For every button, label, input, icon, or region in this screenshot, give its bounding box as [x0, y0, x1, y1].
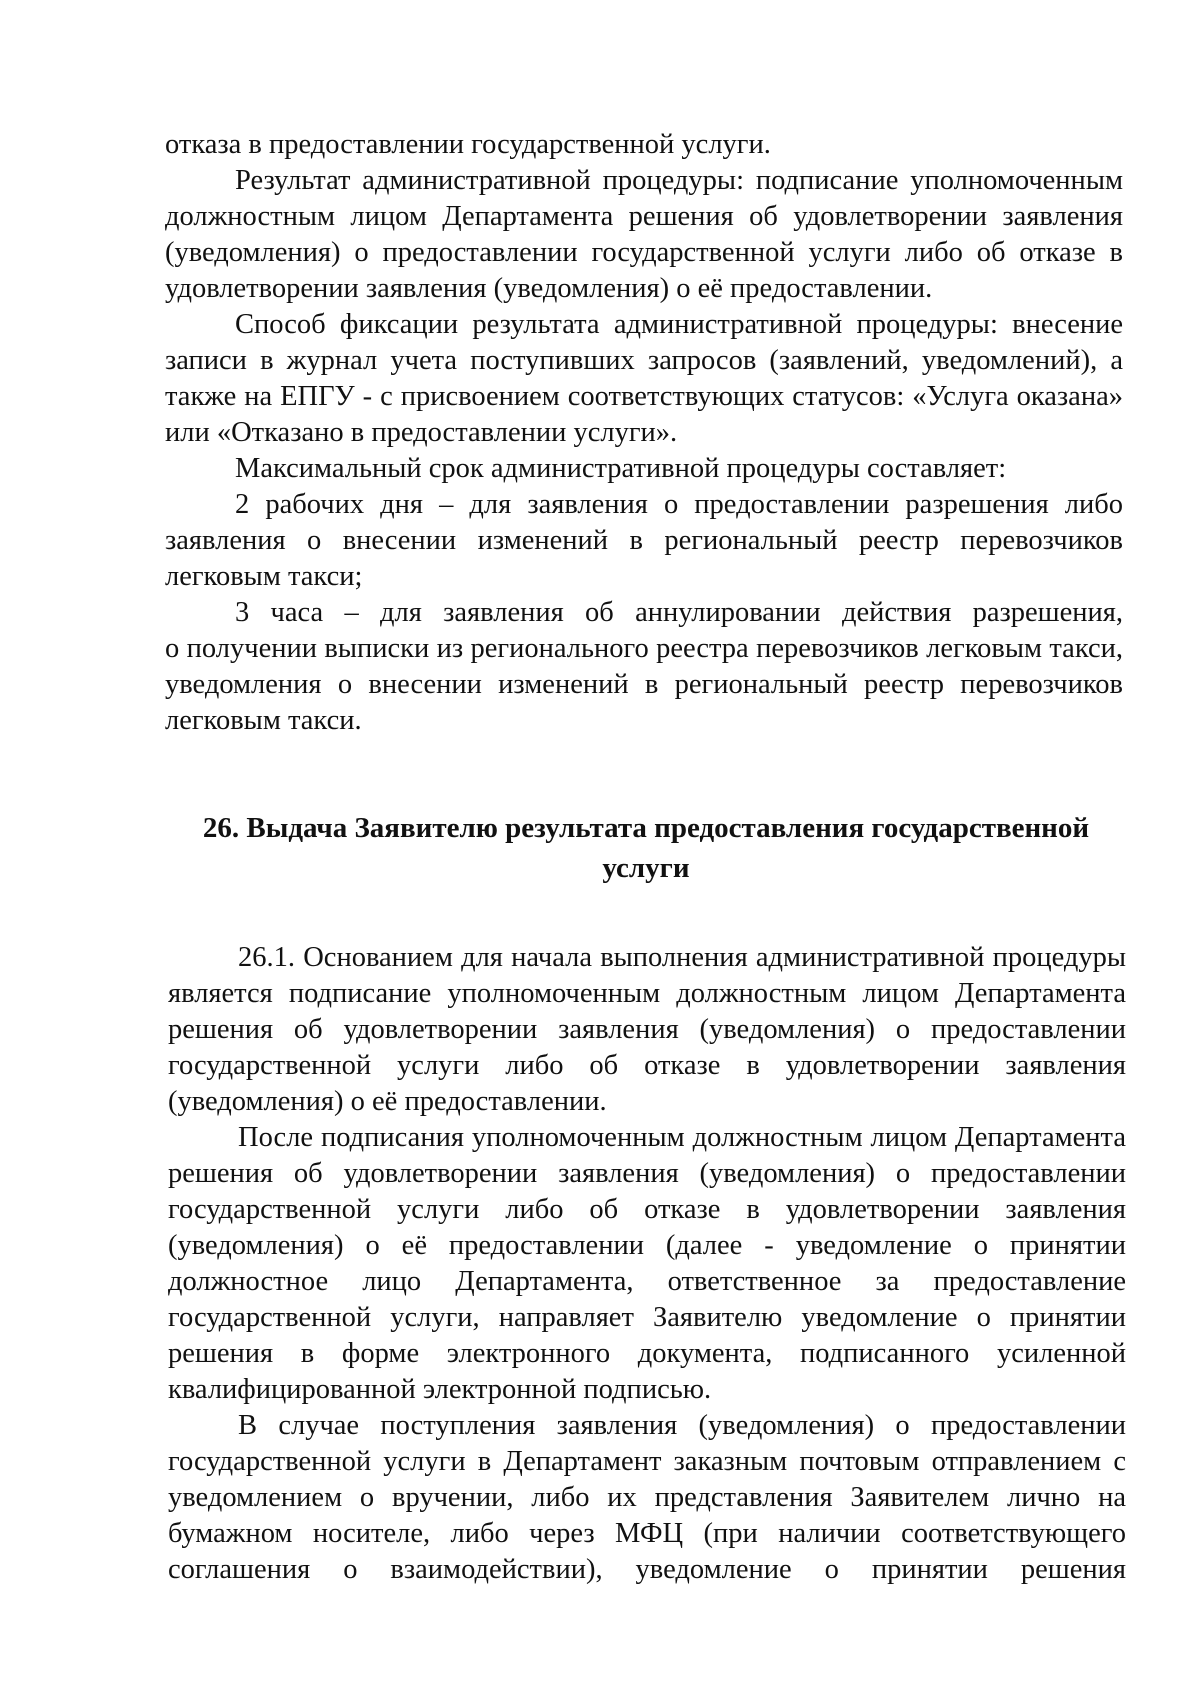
paragraph-line: должностное лицо Департамента, ответственное за предоставление	[168, 1266, 1126, 1297]
paragraph-line: заявления о внесении изменений в региональный реестр перевозчиков	[165, 525, 1123, 556]
paragraph-line: удовлетворении заявления (уведомления) о её предоставлении.	[165, 273, 933, 304]
section-heading	[165, 808, 1127, 888]
paragraph-line: решения об удовлетворении заявления (уведомления) о предоставлении	[168, 1158, 1126, 1189]
paragraph-line: также на ЕПГУ - с присвоением соответствующих статусов: «Услуга оказана»	[165, 381, 1123, 412]
paragraph-line: (уведомления) о предоставлении государственной услуги либо об отказе в	[165, 237, 1123, 268]
paragraph-line: (уведомления) о её предоставлении (далее - уведомление о принятии	[168, 1230, 1126, 1261]
paragraph-line: 26.1. Основанием для начала выполнения административной процедуры	[238, 942, 1126, 973]
paragraph-line: является подписание уполномоченным должностным лицом Департамента	[168, 978, 1126, 1009]
section-heading-line-1: 26. Выдача Заявителю результата предоставления государственной	[202, 812, 1090, 844]
paragraph-line: 3 часа – для заявления об аннулировании действия разрешения,	[235, 597, 1123, 628]
text-block-result-delivery	[168, 940, 1126, 1588]
paragraph-line: соглашения о взаимодействии), уведомление о принятии решения	[168, 1554, 1126, 1585]
section-heading-line-2: услуги	[602, 852, 690, 884]
paragraph-line: Максимальный срок административной процедуры составляет:	[235, 453, 1007, 484]
paragraph-line: государственной услуги либо об отказе в удовлетворении заявления	[168, 1194, 1126, 1225]
paragraph-line: уведомления о внесении изменений в региональный реестр перевозчиков	[165, 669, 1123, 700]
paragraph-line: решения в форме электронного документа, подписанного усиленной	[168, 1338, 1126, 1369]
paragraph-line: решения об удовлетворении заявления (уведомления) о предоставлении	[168, 1014, 1126, 1045]
paragraph-line: или «Отказано в предоставлении услуги».	[165, 417, 678, 448]
paragraph-line: уведомлением о вручении, либо их представления Заявителем лично на	[168, 1482, 1126, 1513]
paragraph-line: записи в журнал учета поступивших запросов (заявлений, уведомлений), а	[165, 345, 1123, 376]
paragraph-line: государственной услуги в Департамент заказным почтовым отправлением с	[168, 1446, 1126, 1477]
paragraph-line: Результат административной процедуры: подписание уполномоченным	[235, 165, 1123, 196]
paragraph-line: После подписания уполномоченным должностным лицом Департамента	[238, 1122, 1126, 1153]
paragraph-line: квалифицированной электронной подписью.	[168, 1374, 712, 1405]
paragraph-line: 2 рабочих дня – для заявления о предоставлении разрешения либо	[235, 489, 1123, 520]
paragraph-line: Способ фиксации результата административной процедуры: внесение	[235, 309, 1123, 340]
paragraph-line: государственной услуги, направляет Заявителю уведомление о принятии	[168, 1302, 1126, 1333]
paragraph-line: легковым такси;	[165, 561, 363, 592]
text-block-procedure-result	[165, 127, 1123, 739]
paragraph-line: государственной услуги либо об отказе в удовлетворении заявления	[168, 1050, 1126, 1081]
paragraph-line: легковым такси.	[165, 705, 362, 736]
paragraph-line: о получении выписки из регионального реестра перевозчиков легковым такси,	[165, 633, 1123, 664]
paragraph-line: отказа в предоставлении государственной услуги.	[165, 129, 771, 160]
paragraph-line: В случае поступления заявления (уведомления) о предоставлении	[238, 1410, 1126, 1441]
paragraph-line: бумажном носителе, либо через МФЦ (при наличии соответствующего	[168, 1518, 1126, 1549]
paragraph-line: должностным лицом Департамента решения об удовлетворении заявления	[165, 201, 1123, 232]
paragraph-line: (уведомления) о её предоставлении.	[168, 1086, 607, 1117]
